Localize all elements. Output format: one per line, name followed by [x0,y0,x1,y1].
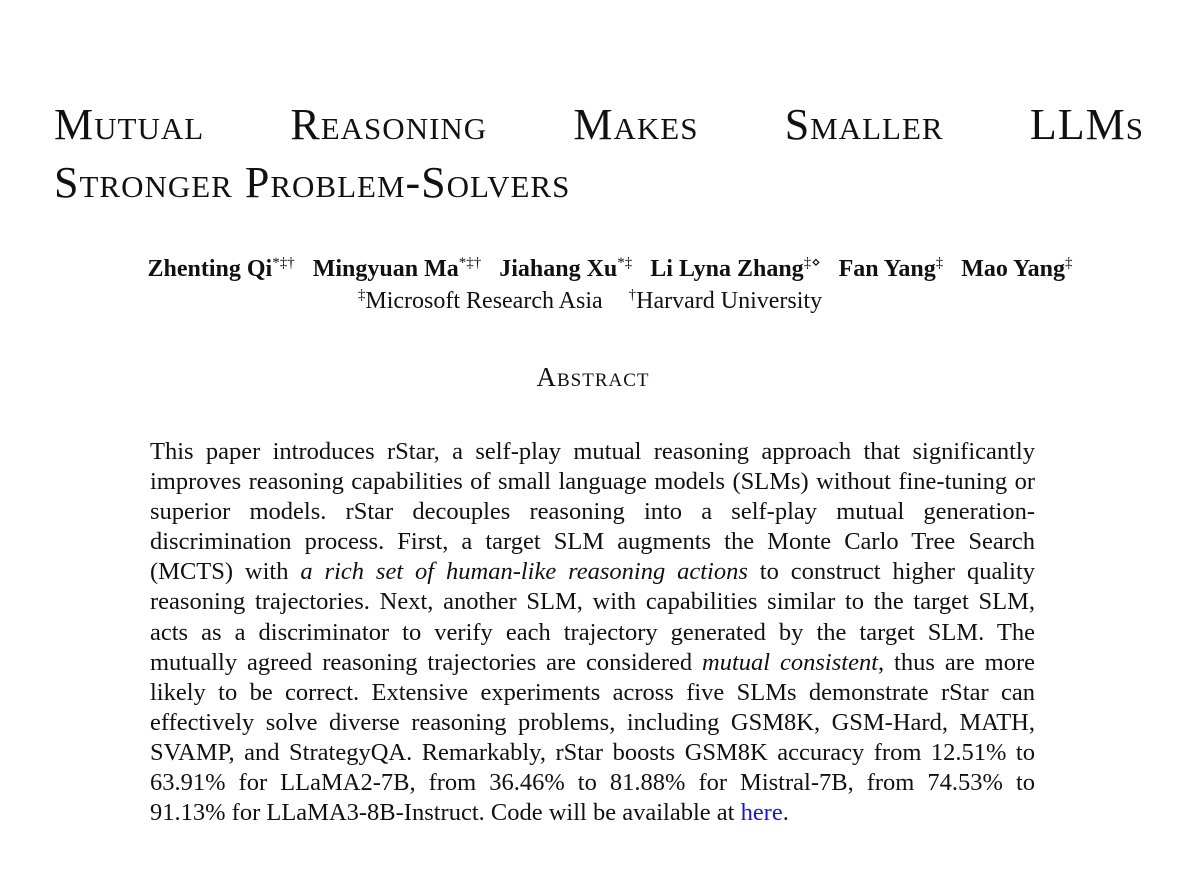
abstract-text: , thus are more likely to be correct. Extensive experiments across five SLMs demonstrate rStar can effectively solve diverse reasoning problems, including GSM8K, GSM-Hard, MATH, SVAMP, and StrategyQA. Remarkably, rStar boosts GSM8K accuracy from 12.51% to 63.91% for LLaMA2-7B, from 36.46% to 81.88% for Mistral-7B, from 74.53% to 91.13% for LLaMA3-8B-Instruct. Code will be available at [150,648,1035,827]
author [499,256,632,282]
affiliation-mark: ‡ [357,287,366,303]
author-marks: *‡† [272,255,295,271]
title-line-2: Stronger Problem-Solvers [54,158,571,207]
affiliation-mark: † [628,287,637,303]
title-word: Mutual [54,100,205,149]
affiliation [358,288,603,314]
paper-title [54,96,1144,212]
title-word: Smaller [784,100,944,149]
abstract-text: This paper introduces rStar, a self-play mutual reasoning approach that significantly improves reasoning capabilities of small language models (SLMs) without fine-tuning or superior models. rStar decouples reasoning into a self-play mutual generation-discrimination process. First, a target SLM augments the Monte Carlo Tree Search (MCTS) with [150,438,1035,586]
author [839,256,944,282]
author [148,256,295,282]
author [650,256,820,282]
title-line-1 [54,96,1144,154]
author-marks: ‡ [935,255,944,271]
author-list [0,256,1200,283]
title-word: LLMs [1029,100,1144,149]
author [313,256,482,282]
author-marks: *‡ [617,255,633,271]
author [961,256,1072,282]
abstract-emphasis: mutual consistent [702,648,878,676]
affiliation-list [0,288,1180,315]
code-link[interactable]: here [740,799,783,827]
title-word: Makes [573,100,699,149]
author-name: Zhenting Qi [147,256,273,282]
affiliation [629,288,822,314]
author-marks: ‡ [1065,255,1073,271]
author-name: Mao Yang [961,256,1065,282]
author-name: Fan Yang [838,256,936,282]
author-name: Mingyuan Ma [312,256,459,282]
author-name: Li Lyna Zhang [650,256,804,282]
affiliation-name: Microsoft Research Asia [365,288,603,314]
abstract-text: to construct higher quality reasoning trajectories. Next, another SLM, with capabilities similar to the target SLM, acts as a discriminator to verify each trajectory generated by the target SLM. The mutually agreed reasoning trajectories are considered [150,558,1035,676]
affiliation-name: Harvard University [636,288,823,314]
author-marks: ‡⋄ [803,255,821,271]
abstract-heading: Abstract [536,362,650,392]
author-marks: *‡† [458,255,482,271]
abstract-body [150,437,1035,828]
abstract-emphasis: a rich set of human-like reasoning actions [300,558,748,586]
author-name: Jiahang Xu [499,256,618,282]
abstract-text: . [782,799,789,827]
title-word: Reasoning [290,100,488,149]
